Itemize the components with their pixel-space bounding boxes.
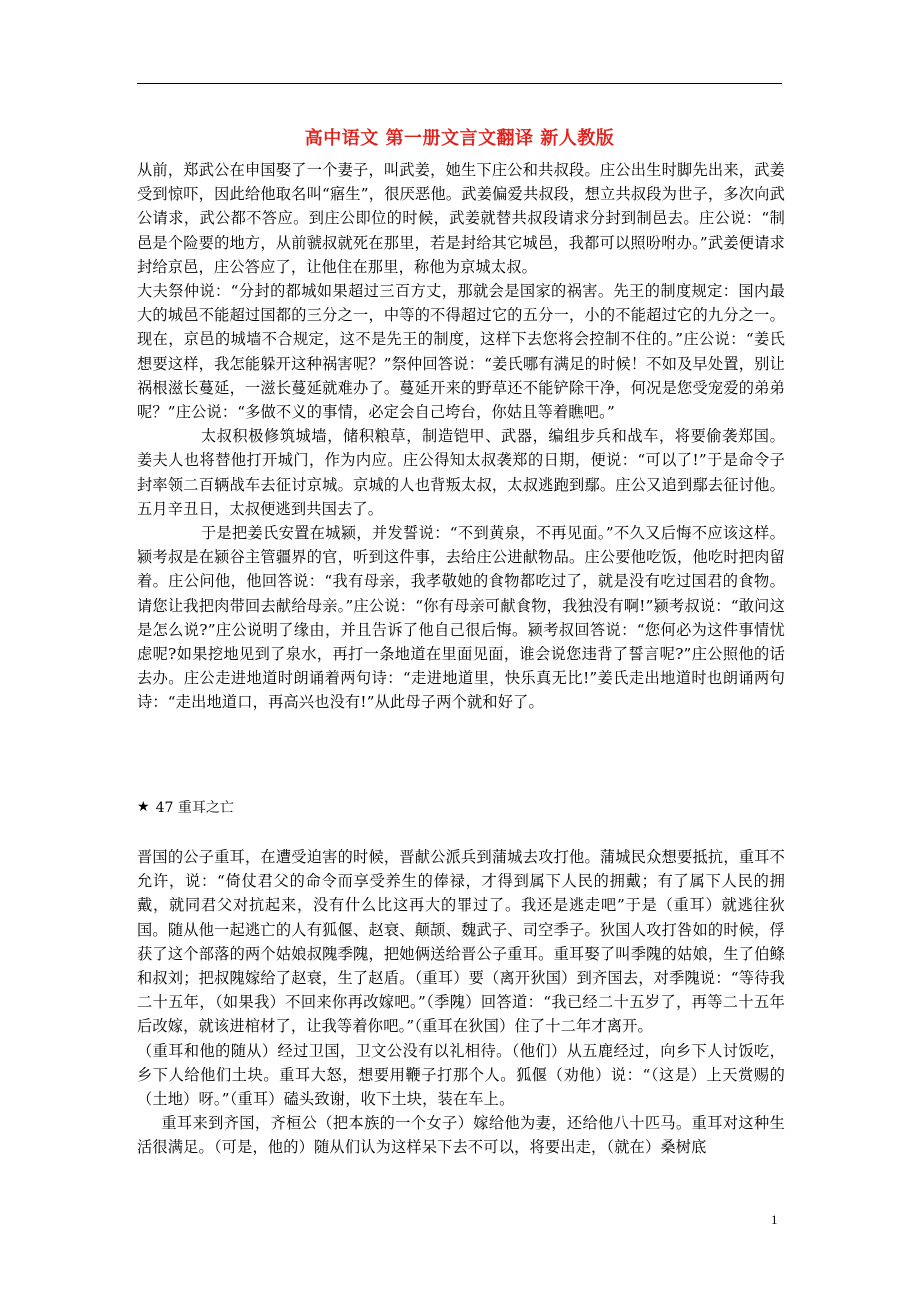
paragraph: 重耳来到齐国，齐桓公（把本族的一个女子）嫁给他为妻，还给他八十匹马。重耳对这种生活很满足。（可是，他的）随从们认为这样呆下去不可以，将要出走，（就在）桑树底	[137, 1114, 785, 1157]
paragraph: 晋国的公子重耳，在遭受迫害的时候，晋献公派兵到蒲城去攻打他。蒲城民众想要抵抗，重耳不允许，说：“倚仗君父的命令而享受养生的俸禄，才得到属下人民的拥戴；有了属下人民的拥戴，就同君父对抗起来，没有什么比这再大的罪过了。我还是逃走吧”于是（重耳）就逃往狄国。随从他一起逃亡的人有狐偃、赵衰、颠颉、魏武子、司空季子。狄国人攻打咎如的时候，俘获了这个部落的两个姑娘叔隗季隗，把她俩送给晋公子重耳。重耳娶了叫季隗的姑娘，生了伯鲦和叔刘；把叔隗嫁给了赵衰，生了赵盾。（重耳）要（离开狄国）到齐国去，对季隗说：“等待我二十五年，（如果我）不回来你再改嫁吧。”（季隗）回答道：“我已经二十五岁了，再等二十五年后改嫁，就该进棺材了，让我等着你吧。”（重耳在狄国）住了十二年才离开。	[137, 848, 785, 1036]
paragraph: 于是把姜氏安置在城颍，并发誓说：“不到黄泉，不再见面。”不久又后悔不应该这样。颍考叔是在颍谷主管疆界的官，听到这件事，去给庄公进献物品。庄公要他吃饭，他吃时把肉留着。庄公问他，他回答说：“我有母亲，我孝敬她的食物都吃过了，就是没有吃过国君的食物。请您让我把肉带回去献给母亲。”庄公说：“你有母亲可献食物，我独没有啊!”颍考叔说：“敢问这是怎么说?”庄公说明了缘由，并且告诉了他自己很后悔。颍考叔回答说：“您何必为这件事情忧虑呢?如果挖地见到了泉水，再打一条地道在里面见面，谁会说您违背了誓言呢?”庄公照他的话去办。庄公走进地道时朗诵着两句诗：“走进地道里，快乐真无比!”姜氏走出地道时也朗诵两句诗：“走出地道口，再高兴也没有!”从此母子两个就和好了。	[137, 524, 785, 712]
paragraph: 大夫祭仲说：“分封的都城如果超过三百方丈，那就会是国家的祸害。先王的制度规定：国内最大的城邑不能超过国都的三分之一，中等的不得超过它的五分一，小的不能超过它的九分之一。现在，京邑的城墙不合规定，这不是先王的制度，这样下去您将会控制不住的。”庄公说：“姜氏想要这样，我怎能躲开这种祸害呢？”祭仲回答说：“姜氏哪有满足的时候！不如及早处置，别让祸根滋长蔓延，一滋长蔓延就难办了。蔓延开来的野草还不能铲除干净，何况是您受宠爱的弟弟呢？”庄公说：“多做不义的事情，必定会自己垮台，你姑且等着瞧吧。”	[137, 282, 785, 422]
header-rule	[137, 83, 782, 84]
section-chong-er	[137, 845, 785, 1160]
section-heading-text: 47 重耳之亡	[155, 800, 234, 816]
section-zheng-bo	[137, 158, 785, 715]
document-title: 高中语文 第一册文言文翻译 新人教版	[304, 128, 615, 149]
paragraph: （重耳和他的随从）经过卫国，卫文公没有以礼相待。（他们）从五鹿经过，向乡下人讨饭吃，乡下人给他们土块。重耳大怒，想要用鞭子打那个人。狐偃（劝他）说：“（这是）上天赏赐的（土地）呀。”（重耳）磕头致谢，收下土块，装在车上。	[137, 1041, 785, 1109]
paragraph: 太叔积极修筑城墙，储积粮草，制造铠甲、武器，编组步兵和战车，将要偷袭郑国。姜夫人也将替他打开城门，作为内应。庄公得知太叔袭郑的日期，便说：“可以了!”于是命令子封率领二百辆战车去征讨京城。京城的人也背叛太叔，太叔逃跑到鄢。庄公又追到鄢去征讨他。五月辛丑日，太叔便逃到共国去了。	[137, 427, 785, 518]
star-icon: ★	[137, 799, 150, 815]
paragraph: 从前，郑武公在申国娶了一个妻子，叫武姜，她生下庄公和共叔段。庄公出生时脚先出来，武姜受到惊吓，因此给他取名叫“寤生”，很厌恶他。武姜偏爱共叔段，想立共叔段为世子，多次向武公请求，武公都不答应。到庄公即位的时候，武姜就替共叔段请求分封到制邑去。庄公说：“制邑是个险要的地方，从前虢叔就死在那里，若是封给其它城邑，我都可以照吩咐办。”武姜便请求封给京邑，庄公答应了，让他住在那里，称他为京城太叔。	[137, 161, 785, 276]
page-number: 1	[771, 1212, 778, 1227]
section-heading	[137, 797, 234, 817]
